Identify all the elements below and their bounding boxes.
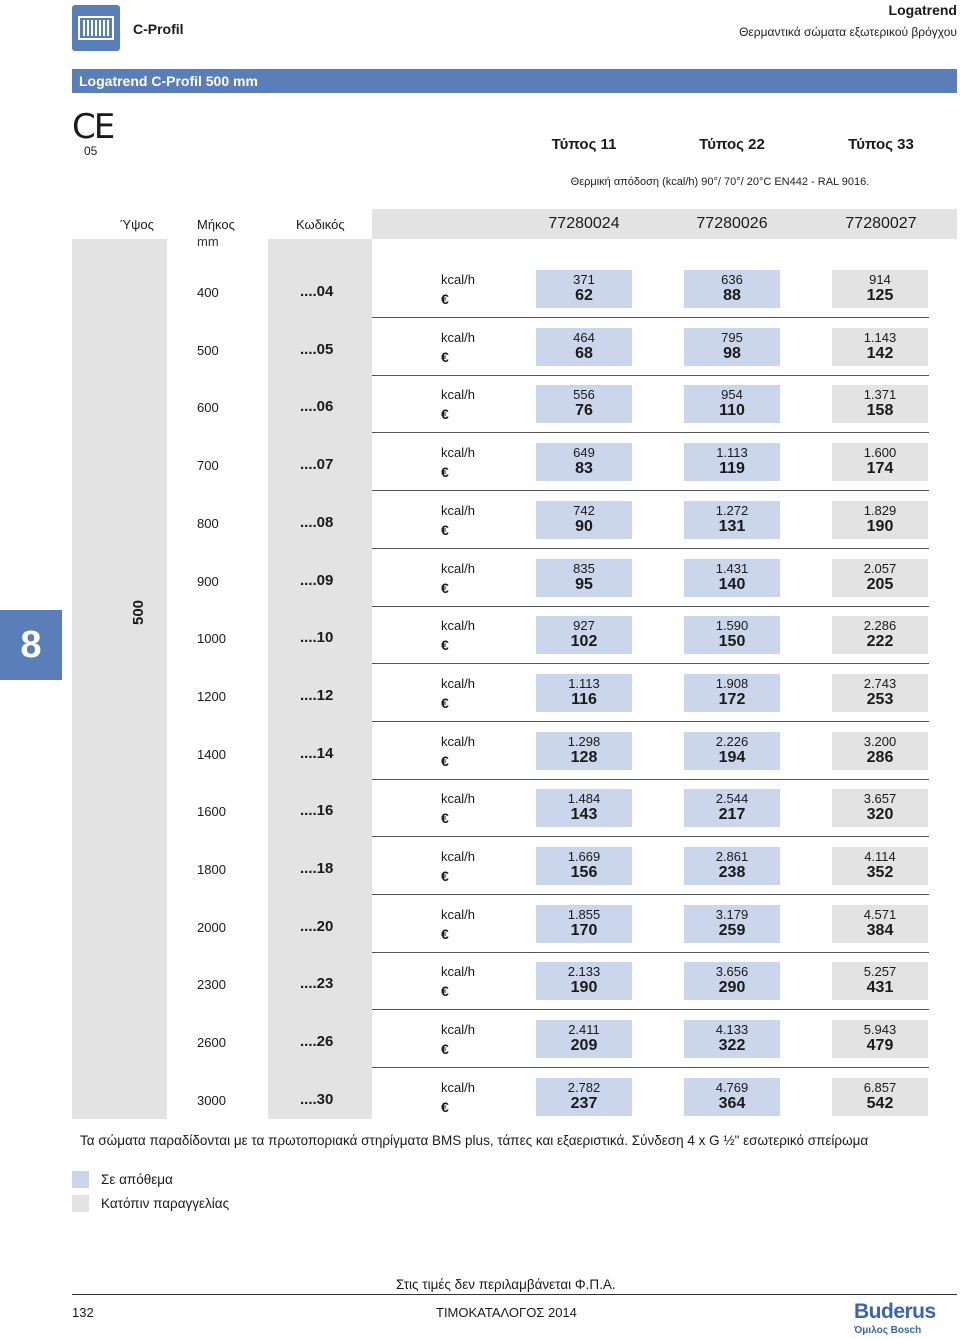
- kcal-value: 2.057: [863, 560, 897, 576]
- price-value: 320: [866, 806, 894, 824]
- kcal-value: 1.600: [863, 445, 897, 461]
- article-code-suffix: ....10: [300, 629, 334, 647]
- table-row: [0, 1010, 960, 1068]
- unit-euro: €: [441, 406, 449, 423]
- length-value: 3000: [197, 1092, 226, 1108]
- legend-stock-swatch: [72, 1171, 89, 1188]
- cell-t33: [832, 1078, 928, 1116]
- kcal-value: 649: [573, 445, 595, 461]
- price-value: 172: [718, 690, 746, 708]
- price-value: 95: [575, 575, 593, 593]
- length-value: 1200: [197, 688, 226, 704]
- kcal-value: 1.113: [716, 445, 748, 461]
- logo: [72, 5, 120, 51]
- unit-kcal: kcal/h: [441, 675, 475, 691]
- price-value: 237: [570, 1094, 598, 1112]
- cell-t33: [832, 1020, 928, 1058]
- kcal-value: 1.371: [863, 387, 897, 403]
- unit-kcal: kcal/h: [441, 329, 475, 345]
- price-value: 322: [718, 1037, 746, 1055]
- kcal-value: 3.657: [863, 791, 897, 807]
- cell-t11: [536, 443, 632, 481]
- height-column-header: Ύψος: [120, 217, 154, 232]
- unit-euro: €: [441, 925, 449, 942]
- table-row: [0, 837, 960, 895]
- article-code-suffix: ....07: [300, 456, 334, 474]
- article-code-suffix: ....09: [300, 571, 334, 589]
- cell-t22: [684, 385, 780, 423]
- price-value: 102: [570, 633, 598, 651]
- ce-number: 05: [84, 144, 98, 158]
- price-value: 238: [718, 864, 746, 881]
- cell-t33: [832, 732, 928, 770]
- unit-kcal: kcal/h: [441, 1022, 475, 1038]
- price-value: 190: [570, 979, 598, 997]
- cell-t22: [684, 674, 780, 712]
- cell-t33: [832, 905, 928, 943]
- cell-t33: [832, 962, 928, 1000]
- kcal-value: 2.544: [715, 791, 749, 807]
- unit-kcal: kcal/h: [441, 733, 475, 749]
- length-column-header: Μήκος: [197, 217, 235, 232]
- price-value: 194: [718, 748, 746, 766]
- cell-t22: [684, 905, 780, 943]
- length-value: 500: [197, 342, 219, 358]
- price-value: 142: [866, 344, 894, 362]
- price-value: 76: [575, 402, 593, 420]
- table-row: [0, 664, 960, 722]
- header-brand: Logatrend: [888, 2, 957, 18]
- cell-t11: [536, 616, 632, 654]
- kcal-value: 4.133: [715, 1022, 749, 1038]
- kcal-value: 914: [869, 272, 891, 287]
- unit-kcal: kcal/h: [441, 1079, 475, 1095]
- legend-order: Κατόπιν παραγγελίας: [101, 1196, 230, 1211]
- unit-kcal: kcal/h: [441, 618, 475, 634]
- kcal-value: 3.179: [715, 906, 749, 922]
- type-22-code: 77280026: [696, 215, 768, 232]
- chapter-tab: 8: [0, 610, 62, 680]
- header-product: C-Profil: [133, 21, 184, 37]
- length-value: 1400: [197, 746, 226, 762]
- cell-t22: [684, 789, 780, 827]
- cell-t33: [832, 674, 928, 712]
- cell-t22: [684, 270, 780, 308]
- kcal-value: 4.571: [863, 906, 897, 922]
- price-value: 116: [571, 690, 597, 708]
- price-value: 125: [866, 287, 894, 304]
- unit-kcal: kcal/h: [441, 906, 475, 922]
- price-value: 131: [718, 517, 746, 535]
- cell-t11: [536, 328, 632, 366]
- kcal-value: 1.829: [863, 502, 897, 518]
- cell-t33: [832, 501, 928, 539]
- article-code-suffix: ....12: [300, 686, 334, 704]
- unit-kcal: kcal/h: [441, 560, 475, 576]
- catalog-name: ΤΙΜΟΚΑΤΑΛΟΓΟΣ 2014: [436, 1305, 577, 1320]
- cell-t33: [832, 328, 928, 366]
- kcal-value: 2.411: [568, 1022, 600, 1038]
- price-value: 62: [575, 287, 593, 304]
- cell-t22: [684, 616, 780, 654]
- table-row: [0, 549, 960, 607]
- cell-t22: [684, 962, 780, 1000]
- kcal-value: 1.590: [715, 618, 749, 634]
- price-value: 98: [723, 344, 741, 362]
- price-value: 222: [866, 633, 894, 651]
- article-code-suffix: ....14: [300, 744, 334, 762]
- cell-t33: [832, 616, 928, 654]
- article-code-suffix: ....06: [300, 398, 334, 416]
- cell-t11: [536, 674, 632, 712]
- unit-euro: €: [441, 637, 449, 654]
- cell-t11: [536, 385, 632, 423]
- unit-kcal: kcal/h: [441, 272, 475, 287]
- table-row: [0, 895, 960, 953]
- length-value: 1600: [197, 804, 226, 820]
- unit-euro: €: [441, 1041, 449, 1058]
- kcal-value: 2.286: [863, 618, 897, 634]
- price-value: 128: [570, 748, 598, 766]
- type-33-code: 77280027: [845, 215, 917, 232]
- table-row: [0, 318, 960, 376]
- length-value: 2300: [197, 977, 226, 993]
- cell-t11: [536, 789, 632, 827]
- length-value: 900: [197, 573, 219, 589]
- cell-t22: [684, 443, 780, 481]
- kcal-value: 1.855: [567, 906, 601, 922]
- length-value: 800: [197, 515, 219, 531]
- price-value: 90: [575, 517, 593, 535]
- brand-group: Όμιλος Bosch: [854, 1325, 922, 1336]
- unit-kcal: kcal/h: [441, 964, 475, 980]
- unit-euro: €: [441, 579, 449, 596]
- kcal-value: 1.298: [567, 733, 601, 749]
- kcal-value: 3.656: [715, 964, 749, 980]
- unit-euro: €: [441, 464, 449, 481]
- kcal-value: 5.257: [863, 964, 897, 980]
- price-value: 150: [718, 633, 746, 651]
- kcal-value: 1.431: [715, 560, 749, 576]
- unit-kcal: kcal/h: [441, 445, 475, 461]
- unit-euro: €: [441, 694, 449, 711]
- kcal-value: 2.226: [715, 733, 749, 749]
- table-row: [0, 491, 960, 549]
- cell-t33: [832, 847, 928, 885]
- price-value: 384: [866, 921, 894, 939]
- kcal-value: 6.857: [863, 1079, 897, 1095]
- cell-t33: [832, 559, 928, 597]
- price-value: 286: [866, 748, 894, 766]
- table-row: [0, 260, 960, 318]
- price-value: 158: [866, 402, 894, 420]
- length-value: 2000: [197, 919, 226, 935]
- kcal-value: 371: [573, 272, 595, 287]
- type-22-heading: Τύπος 22: [699, 136, 765, 153]
- cell-t11: [536, 501, 632, 539]
- article-code-suffix: ....16: [300, 802, 334, 820]
- table-row: [0, 606, 960, 664]
- legend-stock: Σε απόθεμα: [101, 1172, 173, 1187]
- table-row: [0, 1068, 960, 1126]
- page-number: 132: [72, 1305, 94, 1320]
- price-value: 170: [570, 921, 598, 939]
- price-value: 209: [570, 1037, 598, 1055]
- article-code-suffix: ....26: [300, 1033, 334, 1051]
- cell-t11: [536, 1078, 632, 1116]
- footer-divider: [72, 1294, 957, 1295]
- cell-t11: [536, 270, 632, 308]
- cell-t11: [536, 559, 632, 597]
- table-row: [0, 375, 960, 433]
- kcal-value: 2.861: [715, 849, 749, 864]
- unit-euro: €: [441, 810, 449, 827]
- length-unit: mm: [197, 234, 219, 249]
- type-11-heading: Τύπος 11: [551, 136, 617, 153]
- thermal-output-note: Θερμική απόδοση (kcal/h) 90°/ 70°/ 20°C EN442 - RAL 9016.: [570, 176, 870, 188]
- vat-note: Στις τιμές δεν περιλαμβάνεται Φ.Π.Α.: [396, 1277, 616, 1292]
- price-value: 190: [866, 517, 894, 535]
- ce-mark-icon: CE: [72, 107, 114, 147]
- kcal-value: 4.114: [864, 849, 896, 864]
- price-value: 174: [866, 460, 894, 478]
- article-code-suffix: ....18: [300, 860, 334, 877]
- cell-t11: [536, 732, 632, 770]
- cell-t11: [536, 1020, 632, 1058]
- length-value: 600: [197, 400, 219, 416]
- price-value: 205: [866, 575, 894, 593]
- price-value: 88: [723, 287, 741, 304]
- article-code-suffix: ....05: [300, 340, 334, 358]
- radiator-icon: [78, 16, 114, 40]
- article-code-suffix: ....30: [300, 1090, 334, 1108]
- cell-t22: [684, 732, 780, 770]
- delivery-note: Τα σώματα παραδίδονται με τα πρωτοποριακά στηρίγματα BMS plus, τάπες και εξαεριστικά. Σύνδεση 4 x G ½" εσωτερικό σπείρωμα: [80, 1133, 869, 1148]
- kcal-value: 1.272: [715, 502, 749, 518]
- price-value: 364: [718, 1094, 746, 1112]
- kcal-value: 927: [573, 618, 595, 634]
- kcal-value: 2.133: [567, 964, 601, 980]
- kcal-value: 636: [721, 272, 743, 287]
- length-value: 1000: [197, 631, 226, 647]
- kcal-value: 742: [573, 502, 595, 518]
- length-value: 700: [197, 458, 219, 474]
- table-row: [0, 952, 960, 1010]
- price-value: 290: [718, 979, 746, 997]
- cell-t11: [536, 905, 632, 943]
- type-11-code: 77280024: [548, 215, 620, 232]
- kcal-value: 556: [573, 387, 595, 403]
- cell-t33: [832, 385, 928, 423]
- kcal-value: 1.113: [568, 675, 600, 691]
- price-value: 431: [866, 979, 894, 997]
- kcal-value: 3.200: [863, 733, 897, 749]
- length-value: 1800: [197, 862, 226, 877]
- cell-t33: [832, 270, 928, 308]
- legend-order-swatch: [72, 1195, 89, 1212]
- length-value: 2600: [197, 1035, 226, 1051]
- article-code-suffix: ....23: [300, 975, 334, 993]
- unit-kcal: kcal/h: [441, 849, 475, 864]
- unit-euro: €: [441, 291, 449, 307]
- unit-kcal: kcal/h: [441, 791, 475, 807]
- price-value: 83: [575, 460, 593, 478]
- price-value: 110: [719, 402, 745, 420]
- article-code-suffix: ....20: [300, 917, 334, 935]
- type-33-heading: Τύπος 33: [848, 136, 914, 153]
- price-value: 259: [718, 921, 746, 939]
- unit-euro: €: [441, 752, 449, 769]
- cell-t22: [684, 1078, 780, 1116]
- unit-euro: €: [441, 521, 449, 538]
- kcal-value: 1.143: [863, 329, 897, 345]
- header-subtitle: Θερμαντικά σώματα εξωτερικού βρόγχου: [739, 25, 957, 39]
- cell-t22: [684, 847, 780, 885]
- unit-kcal: kcal/h: [441, 387, 475, 403]
- unit-euro: €: [441, 868, 449, 884]
- kcal-value: 2.743: [863, 675, 897, 691]
- brand-logo: Buderus: [854, 1300, 936, 1323]
- page-title: Logatrend C-Profil 500 mm: [72, 69, 957, 93]
- cell-t11: [536, 847, 632, 885]
- height-value: 500: [130, 599, 147, 625]
- price-value: 253: [866, 690, 894, 708]
- unit-euro: €: [441, 348, 449, 365]
- table-row: [0, 779, 960, 837]
- unit-kcal: kcal/h: [441, 502, 475, 518]
- price-value: 479: [866, 1037, 894, 1055]
- table-row: [0, 433, 960, 491]
- kcal-value: 795: [721, 329, 743, 345]
- price-value: 542: [866, 1094, 894, 1112]
- cell-t33: [832, 443, 928, 481]
- cell-t22: [684, 328, 780, 366]
- price-value: 68: [575, 344, 593, 362]
- price-value: 140: [718, 575, 746, 593]
- kcal-value: 1.908: [715, 675, 749, 691]
- cell-t22: [684, 501, 780, 539]
- article-code-suffix: ....08: [300, 513, 334, 531]
- article-code-suffix: ....04: [300, 283, 334, 300]
- kcal-value: 5.943: [863, 1022, 897, 1038]
- kcal-value: 1.484: [567, 791, 601, 807]
- kcal-value: 464: [573, 329, 595, 345]
- price-value: 217: [718, 806, 746, 824]
- code-column-header: Κωδικός: [296, 217, 345, 232]
- cell-t22: [684, 1020, 780, 1058]
- unit-euro: €: [441, 1098, 449, 1115]
- length-value: 400: [197, 285, 219, 300]
- kcal-value: 2.782: [567, 1079, 601, 1095]
- price-value: 156: [570, 864, 598, 881]
- kcal-value: 835: [573, 560, 595, 576]
- table-row: [0, 722, 960, 780]
- cell-t22: [684, 559, 780, 597]
- kcal-value: 4.769: [715, 1079, 749, 1095]
- unit-euro: €: [441, 983, 449, 1000]
- kcal-value: 1.669: [567, 849, 601, 864]
- price-value: 352: [866, 864, 894, 881]
- price-value: 119: [719, 460, 745, 478]
- price-value: 143: [570, 806, 598, 824]
- cell-t11: [536, 962, 632, 1000]
- cell-t33: [832, 789, 928, 827]
- kcal-value: 954: [721, 387, 743, 403]
